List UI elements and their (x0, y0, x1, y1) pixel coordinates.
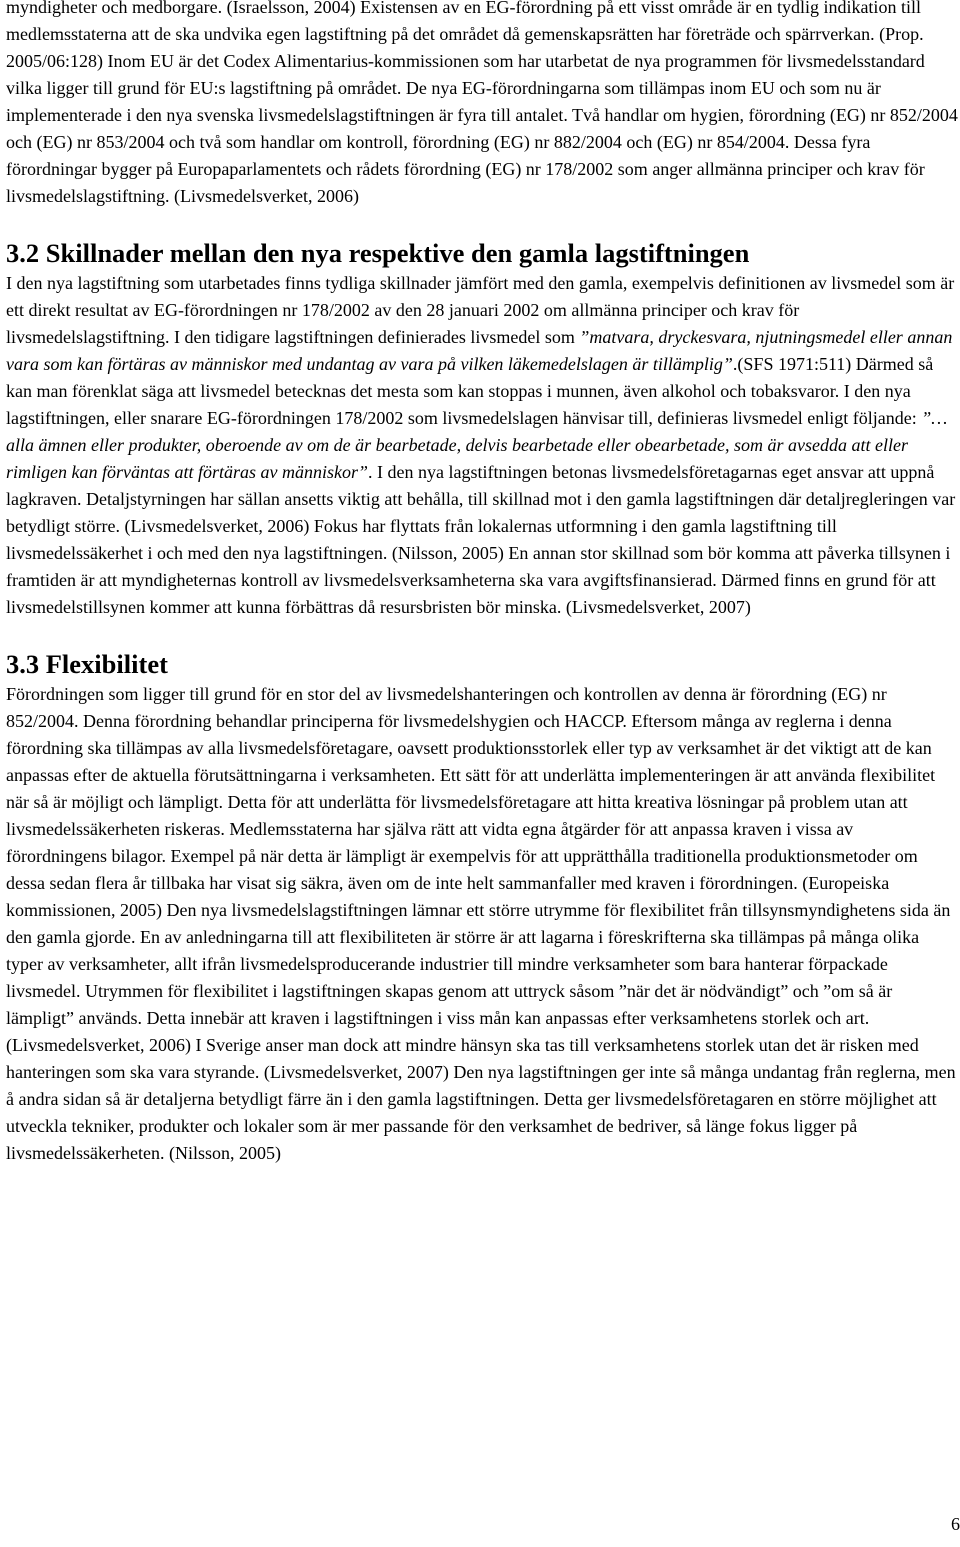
quote-new-definition: ”… alla ämnen eller produkter, oberoende av om de är bearbetade, delvis bearbetade eller obearbetade, som är avsedda att eller rimligen kan förväntas att förtäras av människor” (6, 408, 948, 482)
paragraph-differences-part-2: .(SFS 1971:511) Därmed så kan man förenklat säga att livsmedel betecknas det mesta som kan stoppas i munnen, även alkohol och tobaksvaror. I den nya lagstiftningen, eller snarare EG-förordningen 178/2002 som livsmedelslagen hänvisar till, definieras livsmedel enligt följande: (6, 354, 934, 428)
section-heading-3-3: 3.3 Flexibilitet (6, 649, 168, 679)
paragraph-differences-part-3: . I den nya lagstiftningen betonas livsmedelsföretagarnas eget ansvar att uppnå lagkraven. Detaljstyrningen har sällan ansetts viktig att behålla, till skillnad mot i den gamla lagstiftningen där detaljregleringen var betydligt större. (Livsmedelsverket, 2006) Fokus har flyttats från lokalernas utformning i den gamla lagstiftning till livsmedelssäkerhet i och med den nya lagstiftningen. (Nilsson, 2005) En annan stor skillnad som bör komma att påverka tillsynen i framtiden är att myndigheternas kontroll av livsmedelsverksamheterna ska vara avgiftsfinansierad. Därmed finns en grund för att livsmedelstillsynen kommer att kunna förbättras då resursbristen bör minska. (Livsmedelsverket, 2007) (6, 462, 956, 617)
paragraph-differences (6, 270, 958, 621)
quote-old-definition: ”matvara, dryckesvara, njutningsmedel eller annan vara som kan förtäras av människor med undantag av vara på vilken läkemedelslagen är tillämplig” (6, 327, 953, 374)
section-heading-3-2: 3.2 Skillnader mellan den nya respektive den gamla lagstiftningen (6, 238, 750, 268)
paragraph-intro: myndigheter och medborgare. (Israelsson, 2004) Existensen av en EG-förordning på ett visst område är en tydlig indikation till medlemsstaterna att de ska undvika egen lagstiftning på det området då gemenskapsrätten har företräde och spärrverkan. (Prop. 2005/06:128) Inom EU är det Codex Alimentarius-kommissionen som har utarbetat de nya programmen för livsmedelsstandard vilka ligger till grund för EU:s lagstiftning på området. De nya EG-förordningarna som tillämpas inom EU och som nu är implementerade i den nya svenska livsmedelslagstiftningen är fyra till antalet. Två handlar om hygien, förordning (EG) nr 852/2004 och (EG) nr 853/2004 och två som handlar om kontroll, förordning (EG) nr 882/2004 och (EG) nr 854/2004. Dessa fyra förordningar bygger på Europaparlamentets och rådets förordning (EG) nr 178/2002 som anger allmänna principer och krav för livsmedelslagstiftning. (Livsmedelsverket, 2006) (6, 0, 958, 206)
paragraph-differences-part-1: I den nya lagstiftning som utarbetades finns tydliga skillnader jämfört med den gamla, exempelvis definitionen av livsmedel som är ett direkt resultat av EG-förordningen nr 178/2002 av den 28 januari 2002 om allmänna principer och krav för livsmedelslagstiftning. I den tidigare lagstiftningen definierades livsmedel som (6, 273, 955, 347)
page-number: 6 (951, 1514, 960, 1534)
paragraph-flexibility: Förordningen som ligger till grund för en stor del av livsmedelshanteringen och kontrollen av denna är förordning (EG) nr 852/2004. Denna förordning behandlar principerna för livsmedelshygien och HACCP. Eftersom många av reglerna i denna förordning ska tillämpas av alla livsmedelsföretagare, oavsett produktionsstorlek eller typ av verksamhet är det viktigt att de kan anpassas efter de aktuella förutsättningarna i verksamheten. Ett sätt för att underlätta implementeringen är att använda flexibilitet när så är möjligt och lämpligt. Detta för att underlätta för livsmedelsföretagare att hitta kreativa lösningar på problem utan att livsmedelssäkerheten riskeras. Medlemsstaterna har själva rätt att vidta egna åtgärder för att anpassa kraven i vissa av förordningens bilagor. Exempel på när detta är lämpligt är exempelvis för att upprätthålla traditionella produktionsmetoder om dessa sedan flera år tillbaka har visat sig säkra, även om de inte helt sammanfaller med kraven i förordningen. (Europeiska kommissionen, 2005) Den nya livsmedelslagstiftningen lämnar ett större utrymme för flexibilitet från tillsynsmyndighetens sida än den gamla gjorde. En av anledningarna till att flexibiliteten är större är att lagarna i föreskrifterna ska tillämpas på många olika typer av verksamheter, allt ifrån livsmedelsproducerande industrier till mindre verksamheter som bara hanterar förpackade livsmedel. Utrymmen för flexibilitet i lagstiftningen skapas genom att uttryck såsom ”när det är nödvändigt” och ”om så är lämpligt” används. Detta innebär att kraven i lagstiftningen i viss mån kan anpassas efter verksamhetens storlek och art. (Livsmedelsverket, 2006) I Sverige anser man dock att mindre hänsyn ska tas till verksamhetens storlek utan det är risken med hanteringen som ska vara styrande. (Livsmedelsverket, 2007) Den nya lagstiftningen ger inte så många undantag från reglerna, men å andra sidan så är detaljerna betydligt färre än i den gamla lagstiftningen. Detta ger livsmedelsföretagaren en större möjlighet att utveckla tekniker, produkter och lokaler som är mer passande för den verksamhet de bedriver, så länge fokus ligger på livsmedelssäkerheten. (Nilsson, 2005) (6, 684, 956, 1163)
